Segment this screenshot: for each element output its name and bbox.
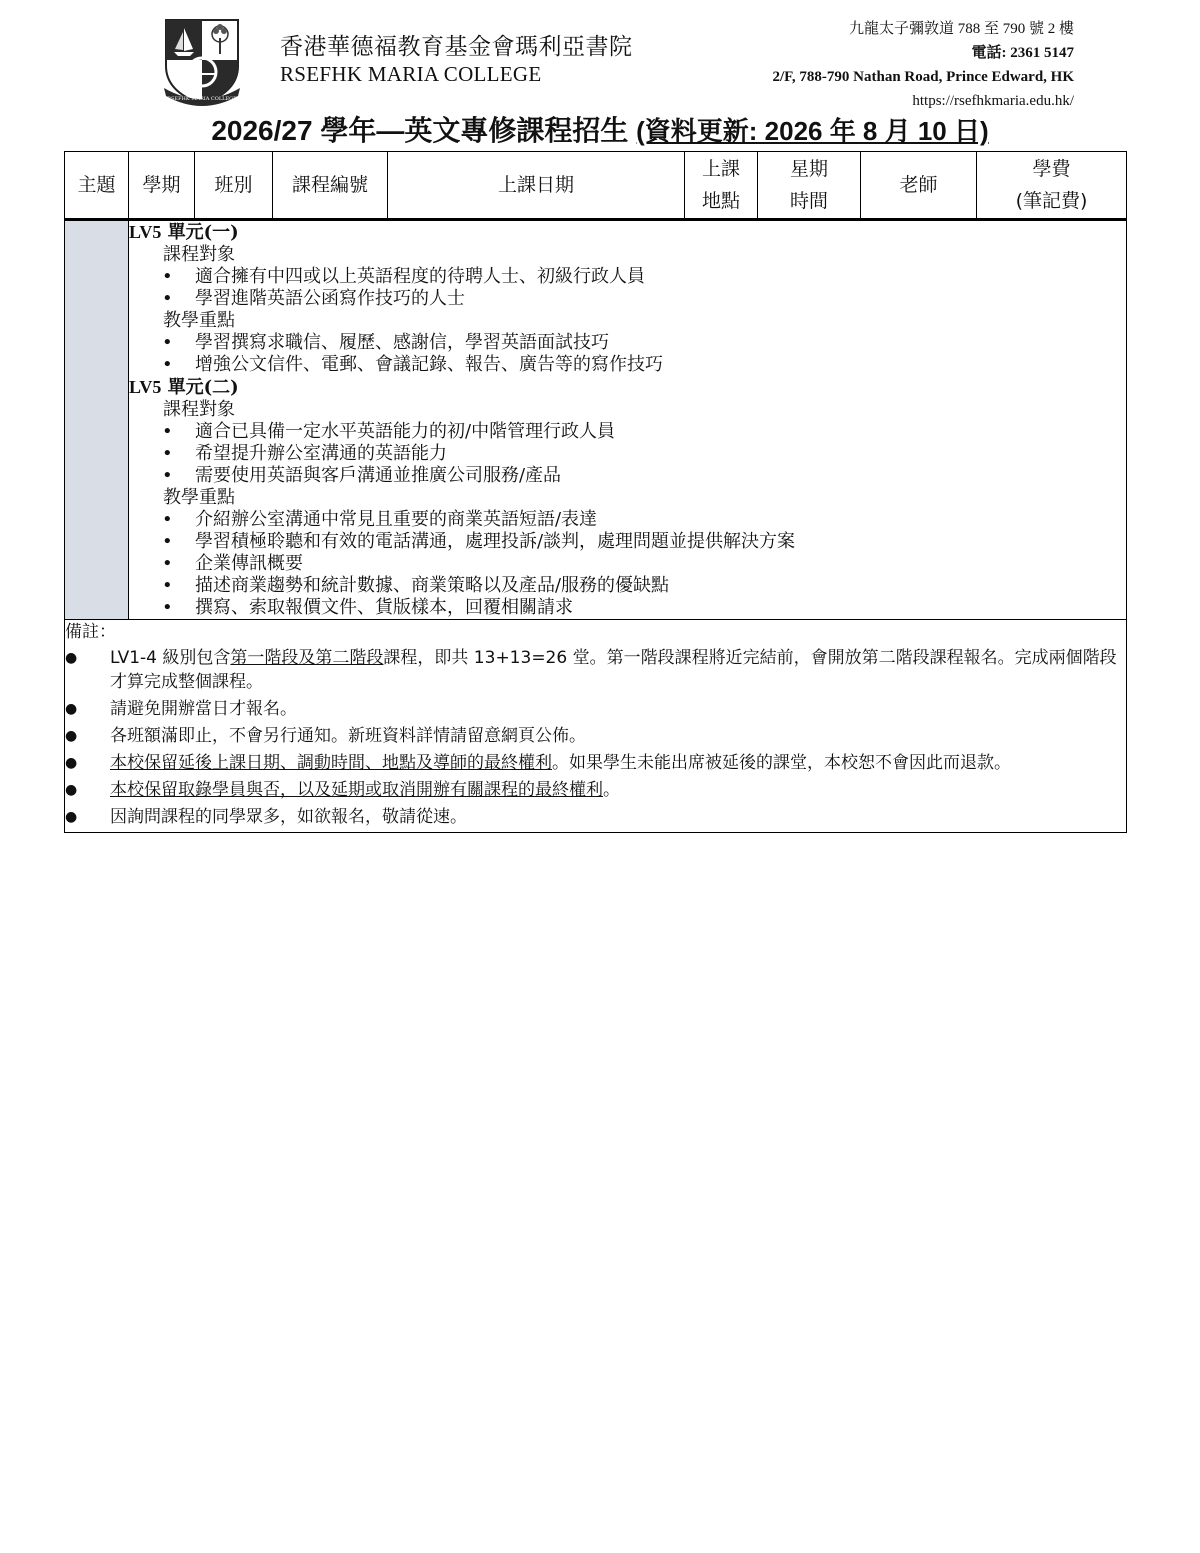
address-chinese: 九龍太子彌敦道 788 至 790 號 2 樓	[848, 21, 1074, 37]
list-item: • 增強公文信件、電郵、會議記錄、報告、廣告等的寫作技巧	[162, 354, 1126, 376]
header-venue: 上課 地點	[685, 152, 758, 220]
crest-ribbon-text: RSEFHK MARIA COLLEGE	[167, 96, 237, 102]
title-main: 2026/27 學年—英文專修課程招生	[211, 115, 629, 146]
focus-label: 教學重點	[163, 310, 235, 331]
unit-2	[129, 376, 1126, 619]
list-item: • 適合已具備一定水平英語能力的初/中階管理行政人員	[162, 421, 1126, 443]
list-item: • 撰寫、索取報價文件、貨版樣本，回覆相關請求	[162, 597, 1126, 619]
notes-title: 備註：	[65, 622, 116, 642]
target-label: 課程對象	[163, 399, 235, 420]
note-item: ● 因詢問課程的同學眾多，如欲報名，敬請從速。	[65, 805, 1126, 829]
course-description-row	[65, 220, 1127, 620]
page-title	[0, 112, 1200, 150]
list-item: • 介紹辦公室溝通中常見且重要的商業英語短語/表達	[162, 509, 1126, 531]
contact-info	[772, 17, 1074, 113]
school-name	[280, 34, 633, 88]
list-item: • 描述商業趨勢和統計數據、商業策略以及產品/服務的優缺點	[162, 575, 1126, 597]
header-weekday-time: 星期 時間	[758, 152, 861, 220]
focus-list	[129, 509, 1126, 619]
note-item: ● 本校保留取錄學員與否，以及延期或取消開辦有關課程的最終權利。	[65, 778, 1126, 802]
list-item: • 需要使用英語與客戶溝通並推廣公司服務/產品	[162, 465, 1126, 487]
list-item: • 學習進階英語公函寫作技巧的人士	[162, 288, 1126, 310]
unit-1	[129, 221, 1126, 376]
header-term: 學期	[129, 152, 195, 220]
header-class: 班別	[195, 152, 273, 220]
course-table	[64, 151, 1127, 833]
unit-title: LV5 單元(二)	[129, 377, 239, 398]
target-list	[129, 266, 1126, 310]
target-list	[129, 421, 1126, 487]
table-header-row	[65, 152, 1127, 220]
course-description-cell	[129, 220, 1127, 620]
website-link[interactable]: https://rsefhkmaria.edu.hk/	[912, 93, 1074, 109]
focus-list	[129, 332, 1126, 376]
address-english: 2/F, 788-790 Nathan Road, Prince Edward, HK	[772, 69, 1074, 85]
header-fee: 學費 (筆記費)	[977, 152, 1127, 220]
notes-row	[65, 620, 1127, 833]
header-class-dates: 上課日期	[388, 152, 685, 220]
list-item: • 學習積極聆聽和有效的電話溝通，處理投訴/談判，處理問題並提供解決方案	[162, 531, 1126, 553]
note-item: ● LV1-4 級別包含第一階段及第二階段課程，即共 13+13=26 堂。第一階段課程將近完結前，會開放第二階段課程報名。完成兩個階段才算完成整個課程。	[65, 646, 1126, 694]
target-label: 課程對象	[163, 244, 235, 265]
list-item: • 適合擁有中四或以上英語程度的待聘人士、初級行政人員	[162, 266, 1126, 288]
school-crest-logo	[160, 14, 244, 106]
school-name-english: RSEFHK MARIA COLLEGE	[280, 62, 542, 86]
topic-cell	[65, 220, 129, 620]
header-teacher: 老師	[861, 152, 977, 220]
note-item: ● 各班額滿即止，不會另行通知。新班資料詳情請留意網頁公佈。	[65, 724, 1126, 748]
header-course-code: 課程編號	[273, 152, 388, 220]
focus-label: 教學重點	[163, 487, 235, 508]
list-item: • 希望提升辦公室溝通的英語能力	[162, 443, 1126, 465]
notes-list	[65, 646, 1126, 829]
note-item: ● 本校保留延後上課日期、調動時間、地點及導師的最終權利。如果學生未能出席被延後的課堂，本校恕不會因此而退款。	[65, 751, 1126, 775]
notes-cell	[65, 620, 1127, 833]
header-topic: 主題	[65, 152, 129, 220]
list-item: • 學習撰寫求職信、履歷、感謝信，學習英語面試技巧	[162, 332, 1126, 354]
school-name-chinese: 香港華德福教育基金會瑪利亞書院	[280, 34, 633, 60]
title-updated-date: (資料更新: 2026 年 8 月 10 日)	[636, 116, 989, 146]
note-item: ● 請避免開辦當日才報名。	[65, 697, 1126, 721]
unit-title: LV5 單元(一)	[129, 222, 239, 243]
list-item: • 企業傳訊概要	[162, 553, 1126, 575]
phone-number: 電話: 2361 5147	[971, 45, 1074, 61]
